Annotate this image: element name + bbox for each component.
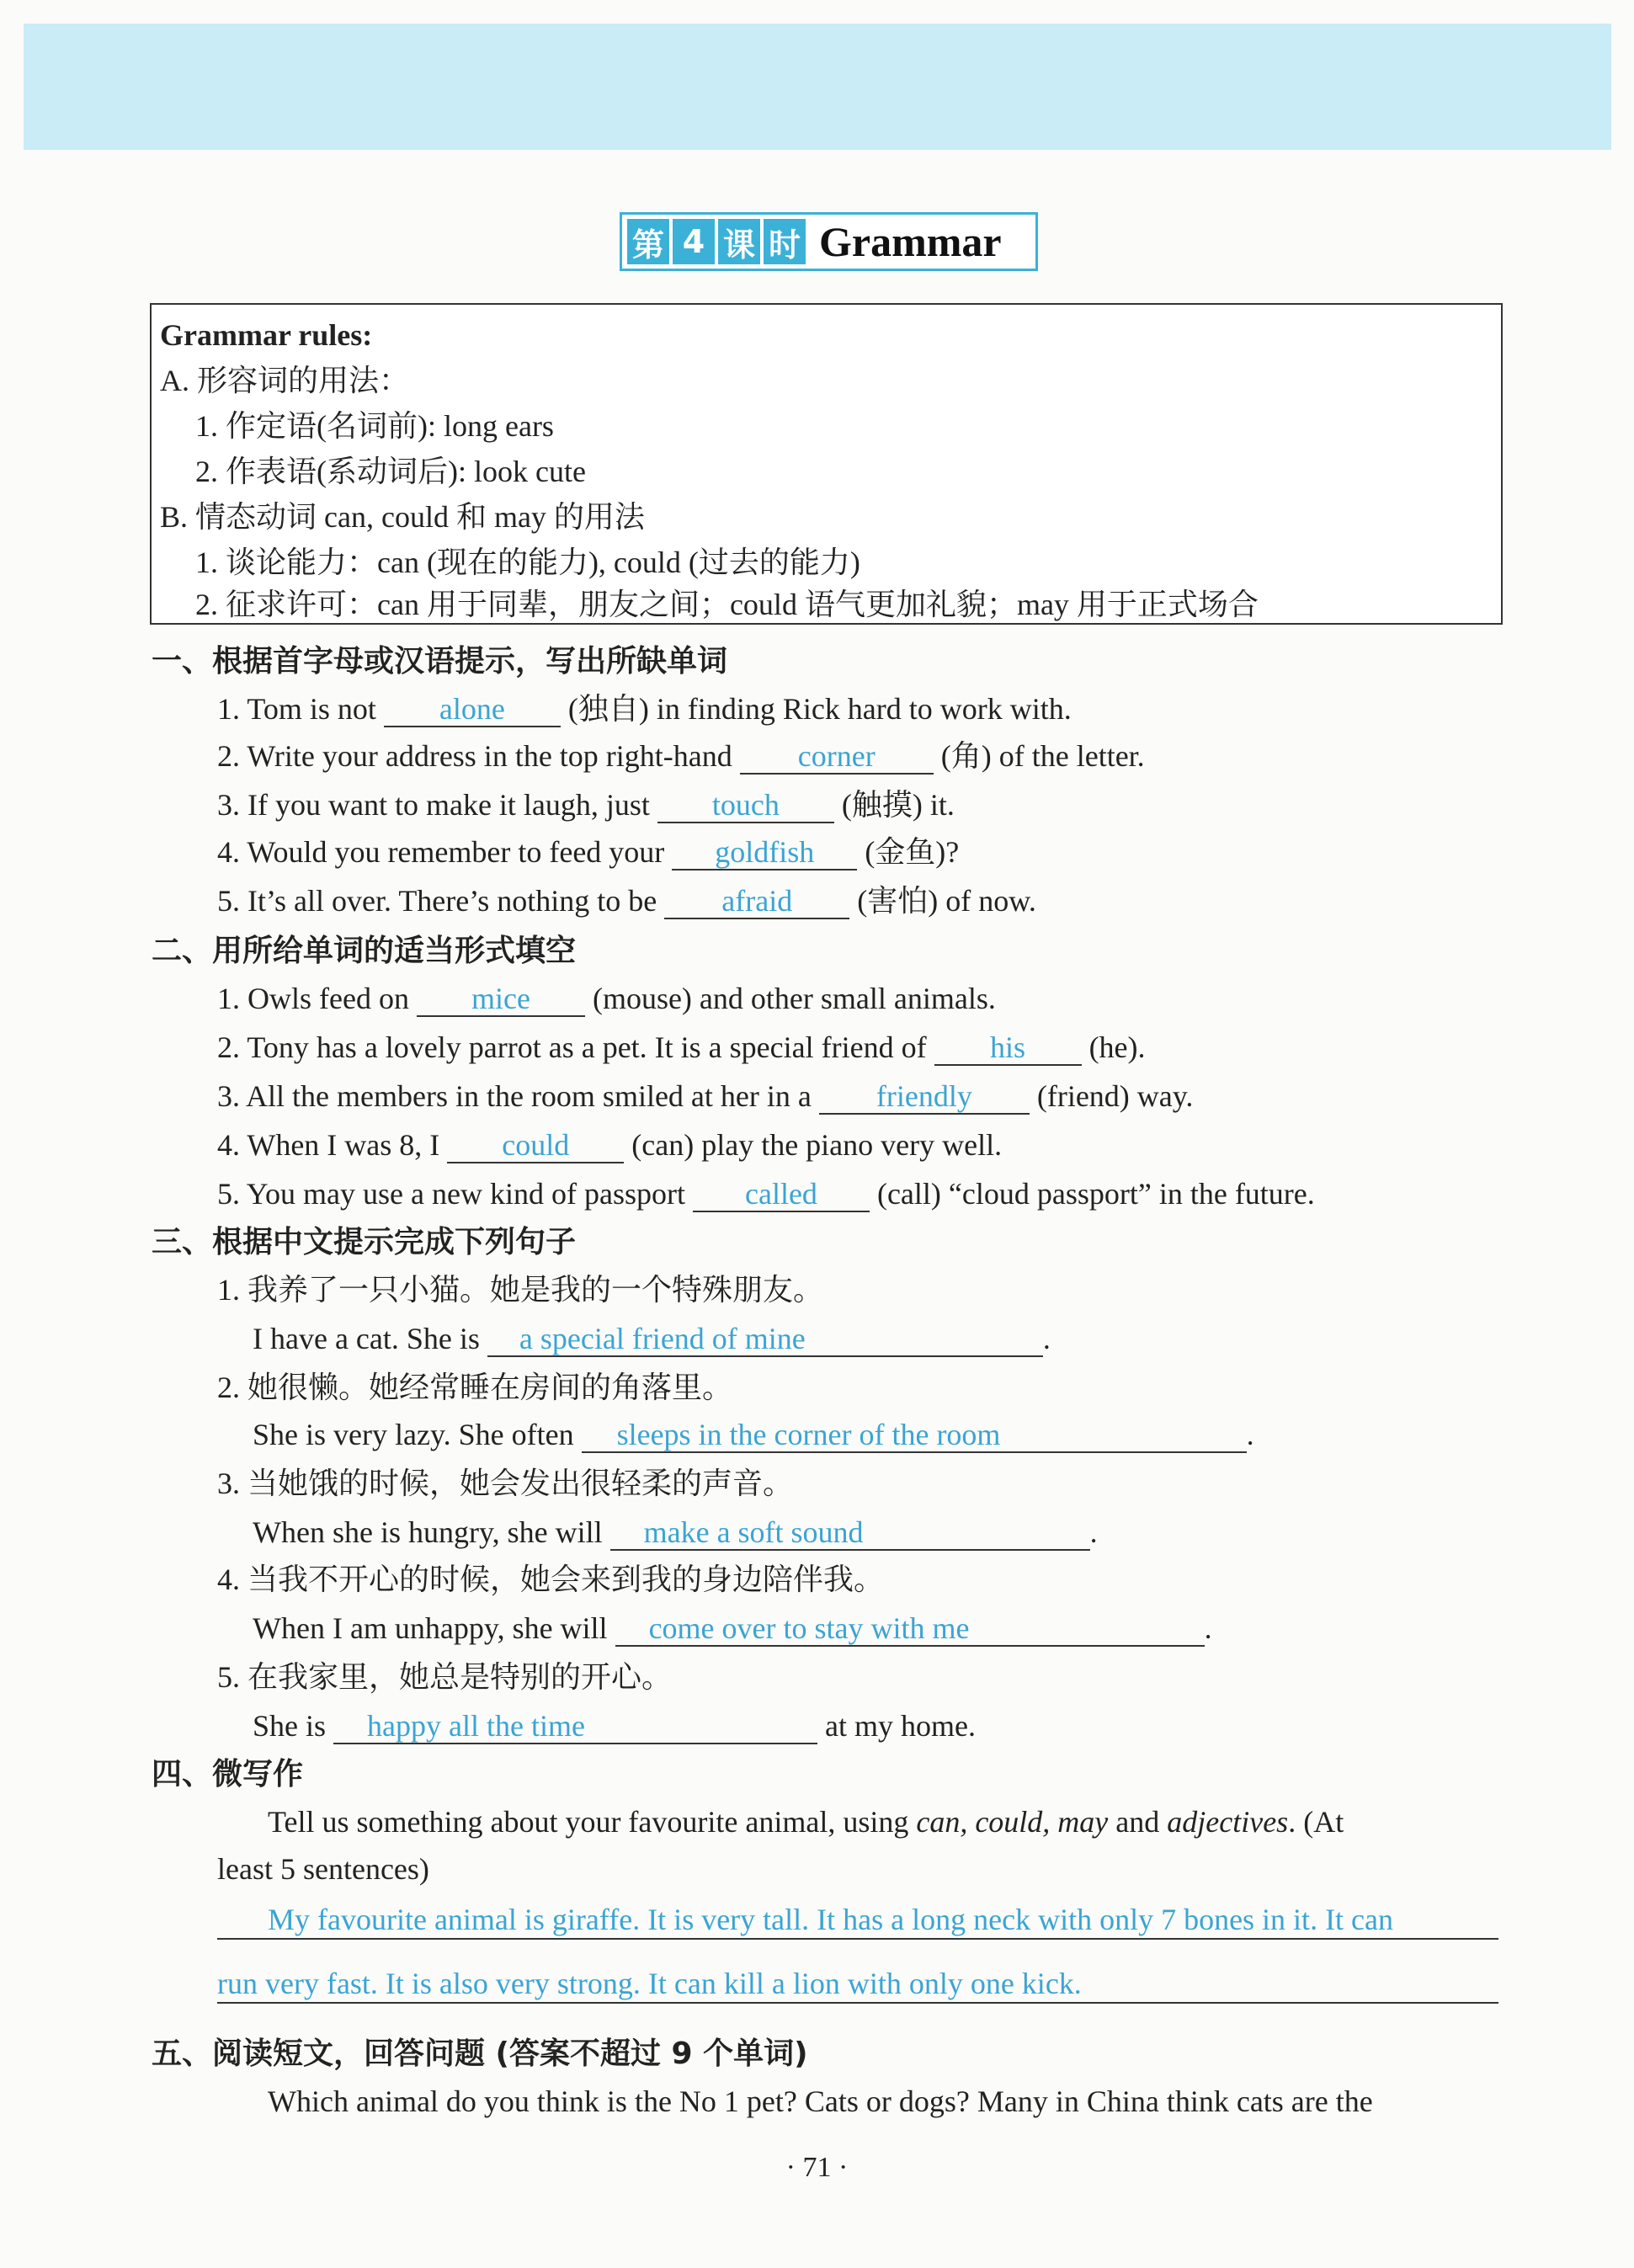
rule-line: 2. 作表语(系动词后): look cute xyxy=(195,455,586,488)
exercise-item: 3. If you want to make it laugh, just touch (触摸) it. xyxy=(217,788,955,822)
writing-prompt-cont: least 5 sentences) xyxy=(217,1852,429,1886)
writing-prompt: Tell us something about your favourite animal, using can, could, may and adjectives. (At xyxy=(268,1805,1344,1839)
answer-blank[interactable]: called xyxy=(693,1177,870,1212)
answer-blank[interactable]: mice xyxy=(417,982,585,1017)
section-5-title: 五、阅读短文，回答问题 (答案不超过 9 个单词) xyxy=(152,2036,808,2071)
grammar-rules-box xyxy=(150,303,1503,625)
answer-blank[interactable]: a special friend of mine xyxy=(487,1322,1043,1357)
exercise-item: She is happy all the time at my home. xyxy=(253,1709,976,1743)
exercise-item: 5. It’s all over. There’s nothing to be afraid (害怕) of now. xyxy=(217,884,1036,918)
exercise-item: 2. Write your address in the top right-hand corner (角) of the letter. xyxy=(217,739,1145,773)
chinese-prompt: 1. 我养了一只小猫。她是我的一个特殊朋友。 xyxy=(217,1273,824,1307)
top-color-band xyxy=(24,24,1611,150)
exercise-item: She is very lazy. She often sleeps in the corner of the room . xyxy=(253,1418,1254,1451)
rule-line: 2. 征求许可：can 用于同辈，朋友之间；could 语气更加礼貌；may 用于正式场合 xyxy=(195,588,1259,621)
answer-blank[interactable]: could xyxy=(447,1128,624,1163)
answer-blank[interactable]: come over to stay with me xyxy=(615,1611,1205,1647)
title-tile-2: 4 xyxy=(673,219,715,264)
exercise-item: 4. Would you remember to feed your goldfish (金鱼)? xyxy=(217,835,960,869)
lesson-title xyxy=(620,212,1038,271)
section-4-title: 四、微写作 xyxy=(152,1757,304,1792)
section-2-title: 二、用所给单词的适当形式填空 xyxy=(152,934,577,968)
section-1-title: 一、根据首字母或汉语提示，写出所缺单词 xyxy=(152,644,728,679)
answer-blank[interactable]: afraid xyxy=(664,884,849,919)
answer-blank[interactable]: friendly xyxy=(819,1079,1030,1115)
rule-line: B. 情态动词 can, could 和 may 的用法 xyxy=(160,500,645,534)
chinese-prompt: 2. 她很懒。她经常睡在房间的角落里。 xyxy=(217,1371,733,1404)
section-3-title: 三、根据中文提示完成下列句子 xyxy=(152,1225,577,1259)
rules-heading: Grammar rules: xyxy=(160,318,373,352)
answer-blank[interactable]: goldfish xyxy=(672,835,857,870)
exercise-item: 3. All the members in the room smiled at her in a friendly (friend) way. xyxy=(217,1079,1194,1113)
answer-blank[interactable]: sleeps in the corner of the room xyxy=(582,1418,1247,1453)
chinese-prompt: 4. 当我不开心的时候，她会来到我的身边陪伴我。 xyxy=(217,1563,885,1596)
rule-line: A. 形容词的用法： xyxy=(160,364,409,397)
answer-blank[interactable]: corner xyxy=(740,739,934,775)
exercise-item: 1. Tom is not alone (独自) in finding Rick hard to work with. xyxy=(217,692,1072,726)
title-word: Grammar xyxy=(819,218,1002,265)
answer-blank[interactable]: alone xyxy=(384,692,561,727)
title-tile-4: 时 xyxy=(764,219,806,264)
exercise-item: 4. When I was 8, I could (can) play the piano very well. xyxy=(217,1128,1003,1162)
page-number: · 71 · xyxy=(785,2152,849,2183)
answer-blank[interactable]: his xyxy=(934,1030,1082,1066)
exercise-item: 1. Owls feed on mice (mouse) and other small animals. xyxy=(217,982,996,1015)
title-tile-3: 课 xyxy=(718,219,760,264)
exercise-item: When I am unhappy, she will come over to stay with me . xyxy=(253,1611,1212,1645)
answer-blank[interactable]: touch xyxy=(657,788,834,823)
answer-blank[interactable]: happy all the time xyxy=(333,1709,817,1744)
writing-answer-line[interactable]: run very fast. It is also very strong. It can kill a lion with only one kick. xyxy=(217,1965,1498,2004)
answer-blank[interactable]: make a soft sound xyxy=(610,1515,1090,1551)
reading-passage-line: Which animal do you think is the No 1 pet? Cats or dogs? Many in China think cats are the xyxy=(268,2084,1373,2118)
chinese-prompt: 5. 在我家里，她总是特别的开心。 xyxy=(217,1660,673,1694)
rule-line: 1. 谈论能力：can (现在的能力), could (过去的能力) xyxy=(195,546,860,579)
exercise-item: I have a cat. She is a special friend of mine . xyxy=(253,1322,1051,1355)
rule-line: 1. 作定语(名词前): long ears xyxy=(195,409,554,443)
title-tile-1: 第 xyxy=(627,219,669,264)
exercise-item: 5. You may use a new kind of passport called (call) “cloud passport” in the future. xyxy=(217,1177,1315,1211)
chinese-prompt: 3. 当她饿的时候，她会发出很轻柔的声音。 xyxy=(217,1467,794,1500)
writing-answer-line[interactable]: My favourite animal is giraffe. It is very tall. It has a long neck with only 7 bones in it. It can xyxy=(217,1901,1498,1940)
exercise-item: 2. Tony has a lovely parrot as a pet. It is a special friend of his (he). xyxy=(217,1030,1146,1064)
exercise-item: When she is hungry, she will make a soft sound . xyxy=(253,1515,1098,1549)
